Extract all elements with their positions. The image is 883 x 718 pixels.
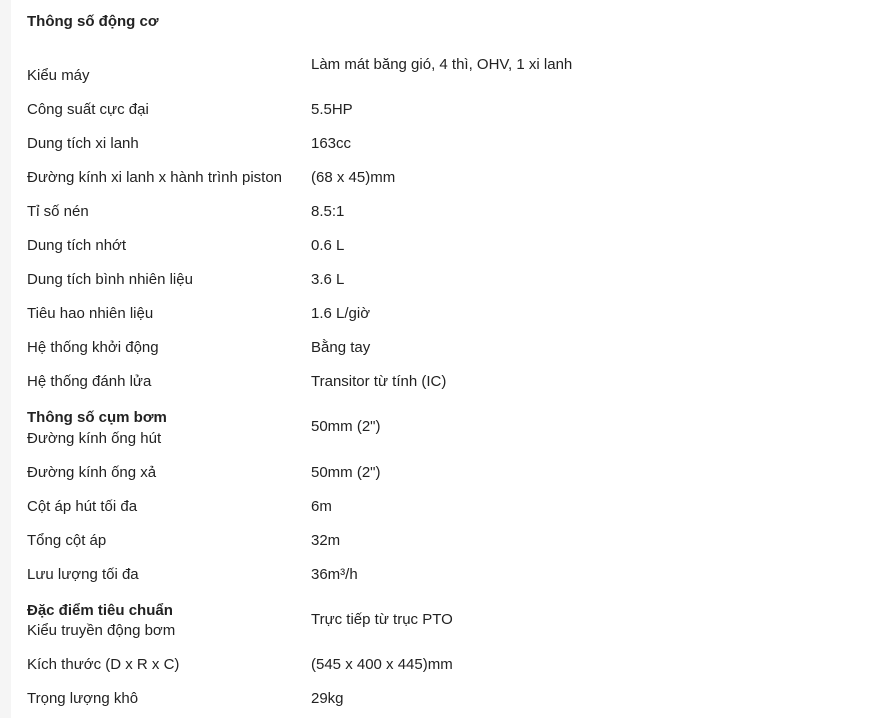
spec-label: Hệ thống đánh lửa (27, 373, 152, 390)
spec-label: Kiểu truyền động bơm (27, 622, 176, 639)
spec-label: Công suất cực đại (27, 101, 149, 118)
spec-label: Dung tích xi lanh (27, 135, 139, 152)
spec-value: (68 x 45)mm (311, 169, 396, 186)
spec-value: 5.5HP (311, 101, 353, 118)
spec-label: Trọng lượng khô (27, 690, 139, 707)
spec-value: 1.6 L/giờ (311, 305, 371, 322)
spec-value: 32m (311, 532, 341, 549)
spec-value: 50mm (2") (311, 464, 381, 481)
spec-label: Tổng cột áp (27, 532, 107, 549)
spec-label: Kiểu máy (27, 67, 90, 84)
spec-value: 6m (311, 498, 332, 515)
spec-label: Lưu lượng tối đa (27, 566, 139, 583)
spec-label: Đường kính ống hút (27, 430, 162, 447)
spec-value: Transitor từ tính (IC) (311, 373, 447, 390)
spec-label: Cột áp hút tối đa (27, 498, 138, 515)
spec-value: 163cc (311, 135, 352, 152)
section-title-pump: Thông số cụm bơm (27, 409, 167, 426)
spec-value: Làm mát băng gió, 4 thì, OHV, 1 xi lanh (311, 56, 573, 73)
spec-value: Trực tiếp từ trục PTO (311, 611, 453, 628)
spec-value: 29kg (311, 690, 344, 707)
spec-value: Bằng tay (311, 339, 371, 356)
spec-value: 50mm (2") (311, 418, 381, 435)
spec-label: Đường kính xi lanh x hành trình piston (27, 169, 283, 186)
spec-value: 3.6 L (311, 271, 345, 288)
spec-label: Dung tích nhớt (27, 237, 127, 254)
page-title: Thông số động cơ (27, 13, 159, 30)
spec-value: 8.5:1 (311, 203, 345, 220)
spec-label: Hệ thống khởi động (27, 339, 159, 356)
spec-value: (545 x 400 x 445)mm (311, 656, 453, 673)
spec-label: Dung tích bình nhiên liệu (27, 271, 193, 288)
spec-value: 0.6 L (311, 237, 345, 254)
spec-label: Kích thước (D x R x C) (27, 656, 180, 673)
spec-label: Tỉ số nén (27, 203, 89, 220)
section-title-standard: Đặc điểm tiêu chuẩn (27, 602, 173, 619)
spec-label: Tiêu hao nhiên liệu (27, 305, 154, 322)
spec-value: 36m³/h (311, 566, 358, 583)
spec-label: Đường kính ống xả (27, 464, 157, 481)
